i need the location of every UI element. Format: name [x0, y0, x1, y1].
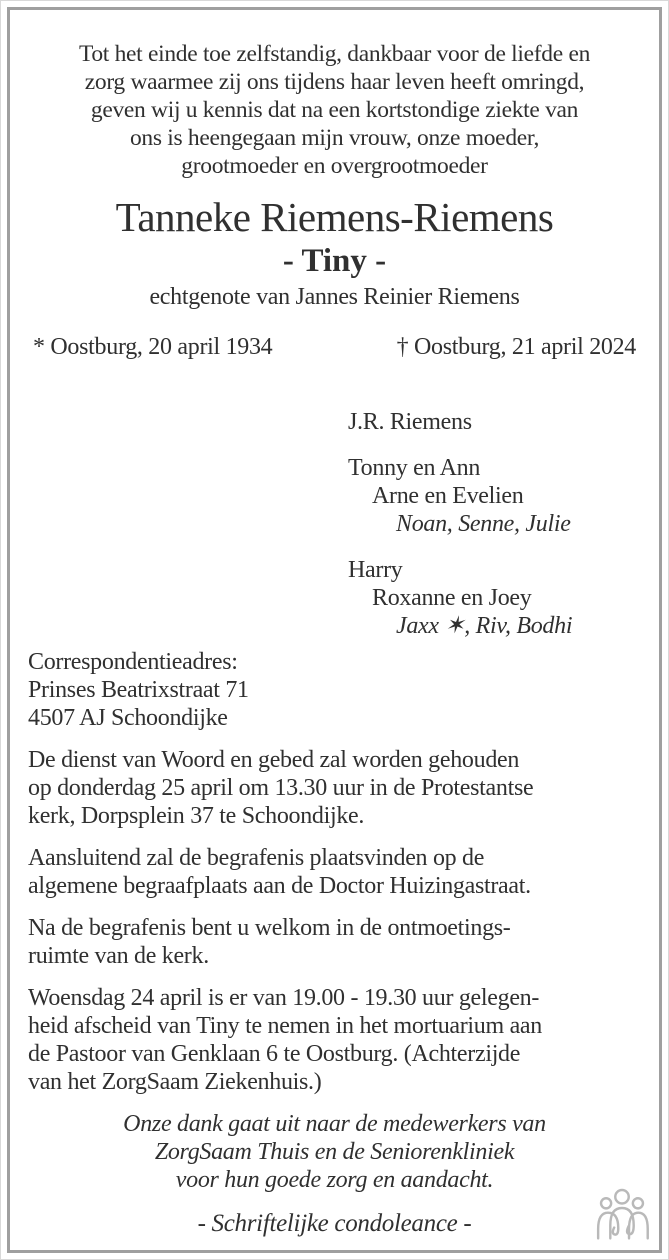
correspondence-label: Correspondentieadres:: [28, 649, 238, 675]
paragraph-line: Aansluitend zal de begrafenis plaatsvinden op de: [28, 845, 485, 871]
thanks-line: voor hun goede zorg en aandacht.: [175, 1167, 494, 1193]
announcement-frame: [7, 7, 662, 1253]
intro-line: grootmoeder en overgrootmoeder: [181, 153, 488, 179]
family-member: Arne en Evelien: [372, 483, 524, 509]
family-member: Tonny en Ann: [348, 455, 481, 481]
death-date: † Oostburg, 21 april 2024: [396, 334, 636, 360]
paragraph-line: van het ZorgSaam Ziekenhuis.): [28, 1069, 322, 1095]
intro-line: zorg waarmee zij ons tijdens haar leven heeft omringd,: [84, 69, 585, 95]
service-paragraph: [28, 746, 641, 830]
people-logo-icon: [593, 1186, 651, 1244]
deceased-name: Tanneke Riemens-Riemens: [115, 194, 554, 240]
deceased-nickname: - Tiny -: [282, 243, 387, 279]
paragraph-line: kerk, Dorpsplein 37 te Schoondijke.: [28, 803, 365, 829]
thanks-text: [28, 1110, 641, 1194]
paragraph-line: op donderdag 25 april om 13.30 uur in de Protestantse: [28, 775, 534, 801]
condolence-note: - Schriftelijke condoleance -: [197, 1210, 472, 1237]
paragraph-line: ruimte van de kerk.: [28, 943, 209, 969]
paragraph-line: Woensdag 24 april is er van 19.00 - 19.30 uur gelegen-: [28, 985, 540, 1011]
family-member: J.R. Riemens: [348, 409, 472, 435]
birth-death-dates: [28, 332, 641, 362]
visitation-paragraph: [28, 984, 641, 1096]
correspondence-city: 4507 AJ Schoondijke: [28, 705, 228, 731]
family-member: Harry: [348, 557, 403, 583]
burial-paragraph: [28, 844, 641, 900]
family-list: [348, 408, 641, 640]
intro-line: geven wij u kennis dat na een kortstondige ziekte van: [90, 97, 579, 123]
paragraph-line: algemene begraafplaats aan de Doctor Huizingastraat.: [28, 873, 531, 899]
intro-text: [28, 40, 641, 180]
thanks-line: ZorgSaam Thuis en de Seniorenkliniek: [154, 1139, 515, 1165]
family-group: [348, 408, 641, 436]
thanks-line: Onze dank gaat uit naar de medewerkers van: [123, 1111, 546, 1137]
paragraph-line: heid afscheid van Tiny te nemen in het mortuarium aan: [28, 1013, 542, 1039]
reception-paragraph: [28, 914, 641, 970]
family-group: [348, 556, 641, 640]
paragraph-line: Na de begrafenis bent u welkom in de ontmoetings-: [28, 915, 511, 941]
correspondence-address: [28, 648, 641, 732]
paragraph-line: de Pastoor van Genklaan 6 te Oostburg. (Achterzijde: [28, 1041, 521, 1067]
relation-line: echtgenote van Jannes Reinier Riemens: [149, 284, 520, 310]
family-group: [348, 454, 641, 538]
correspondence-street: Prinses Beatrixstraat 71: [28, 677, 249, 703]
family-member: Jaxx ✶, Riv, Bodhi: [396, 613, 573, 639]
family-member: Noan, Senne, Julie: [396, 511, 571, 537]
paragraph-line: De dienst van Woord en gebed zal worden gehouden: [28, 747, 520, 773]
family-member: Roxanne en Joey: [372, 585, 532, 611]
intro-line: ons is heengegaan mijn vrouw, onze moeder,: [129, 125, 540, 151]
intro-line: Tot het einde toe zelfstandig, dankbaar voor de liefde en: [78, 41, 591, 67]
birth-date: * Oostburg, 20 april 1934: [33, 334, 273, 360]
